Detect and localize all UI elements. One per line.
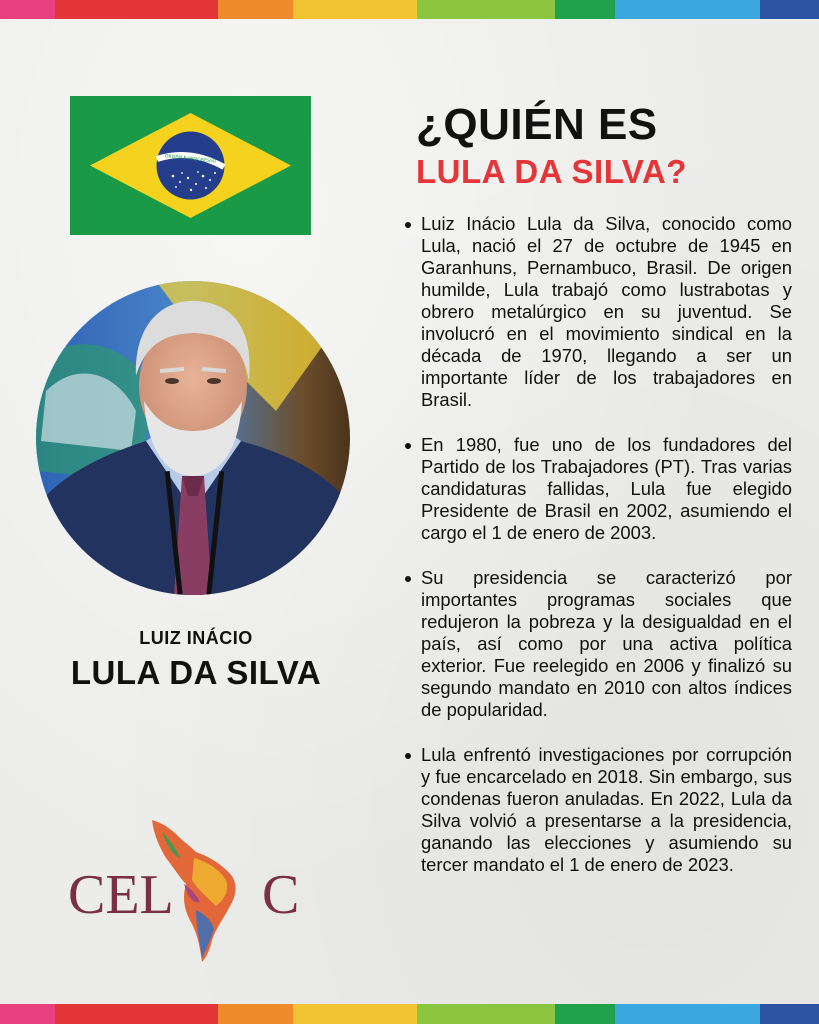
- stripe-segment: [55, 0, 218, 19]
- list-item: [404, 213, 792, 411]
- stripe-segment: [555, 1004, 615, 1024]
- list-item: [404, 567, 792, 721]
- celac-logo-text-right: C: [262, 864, 300, 926]
- bullet-icon: [405, 443, 411, 449]
- list-item: [404, 744, 792, 876]
- bio-paragraph: Luiz Inácio Lula da Silva, conocido como Lula, nació el 27 de octubre de 1945 en Garanhuns, Pernambuco, Brasil. De origen humilde, Lula trabajó como lustrabotas y obrero metalúrgico en su juventud. Se involucró en el movimiento sindical en la década de 1970, llegando a ser un importante líder de los trabajadores en Brasil.: [421, 213, 792, 410]
- page-subtitle: LULA DA SILVA?: [416, 153, 687, 190]
- stripe-segment: [555, 0, 615, 19]
- page-title: ¿QUIÉN ES: [416, 100, 658, 149]
- rainbow-stripe-top: [0, 0, 819, 19]
- flag-motto: ORDEM E PROGRESSO: [164, 154, 217, 165]
- stripe-segment: [293, 0, 417, 19]
- stripe-segment: [417, 0, 555, 19]
- portrait-photo: [36, 281, 350, 595]
- celac-logo: [66, 818, 316, 963]
- biography-list: [404, 213, 792, 899]
- rainbow-stripe-bottom: [0, 1004, 819, 1024]
- stripe-segment: [760, 0, 819, 19]
- bio-paragraph: Lula enfrentó investigaciones por corrupción y fue encarcelado en 2018. Sin embargo, sus condenas fueron anuladas. En 2022, Lula da Silva volvió a presentarse a la presidencia, ganando las elecciones y asumiendo su tercer mandato el 1 de enero de 2023.: [421, 744, 792, 875]
- stripe-segment: [0, 1004, 55, 1024]
- bio-paragraph: Su presidencia se caracterizó por importantes programas sociales que redujeron la pobreza y la desigualdad en el país, así como por una activa política exterior. Fue reelegido en 2006 y finalizó su segundo mandato en 2010 con altos índices de popularidad.: [421, 567, 792, 720]
- bio-paragraph: En 1980, fue uno de los fundadores del Partido de los Trabajadores (PT). Tras varias candidaturas fallidas, Lula fue elegido Presidente de Brasil en 2002, asumiendo el cargo el 1 de enero de 2003.: [421, 434, 792, 543]
- bullet-icon: [405, 576, 411, 582]
- stripe-segment: [55, 1004, 218, 1024]
- list-item: [404, 434, 792, 544]
- bullet-icon: [405, 222, 411, 228]
- stripe-segment: [417, 1004, 555, 1024]
- stripe-segment: [218, 1004, 293, 1024]
- stripe-segment: [0, 0, 55, 19]
- brazil-flag-graphic: [70, 96, 311, 235]
- portrait-first-name: LUIZ INÁCIO: [139, 628, 253, 648]
- stripe-segment: [615, 0, 760, 19]
- stripe-segment: [293, 1004, 417, 1024]
- celac-logo-graphic: [66, 818, 316, 963]
- stripe-segment: [615, 1004, 760, 1024]
- celac-logo-text-left: CEL: [68, 864, 174, 926]
- portrait-last-name: LULA DA SILVA: [70, 654, 322, 691]
- stripe-segment: [218, 0, 293, 19]
- portrait-graphic: [36, 281, 350, 595]
- stripe-segment: [760, 1004, 819, 1024]
- brazil-flag: [70, 96, 311, 235]
- bullet-icon: [405, 753, 411, 759]
